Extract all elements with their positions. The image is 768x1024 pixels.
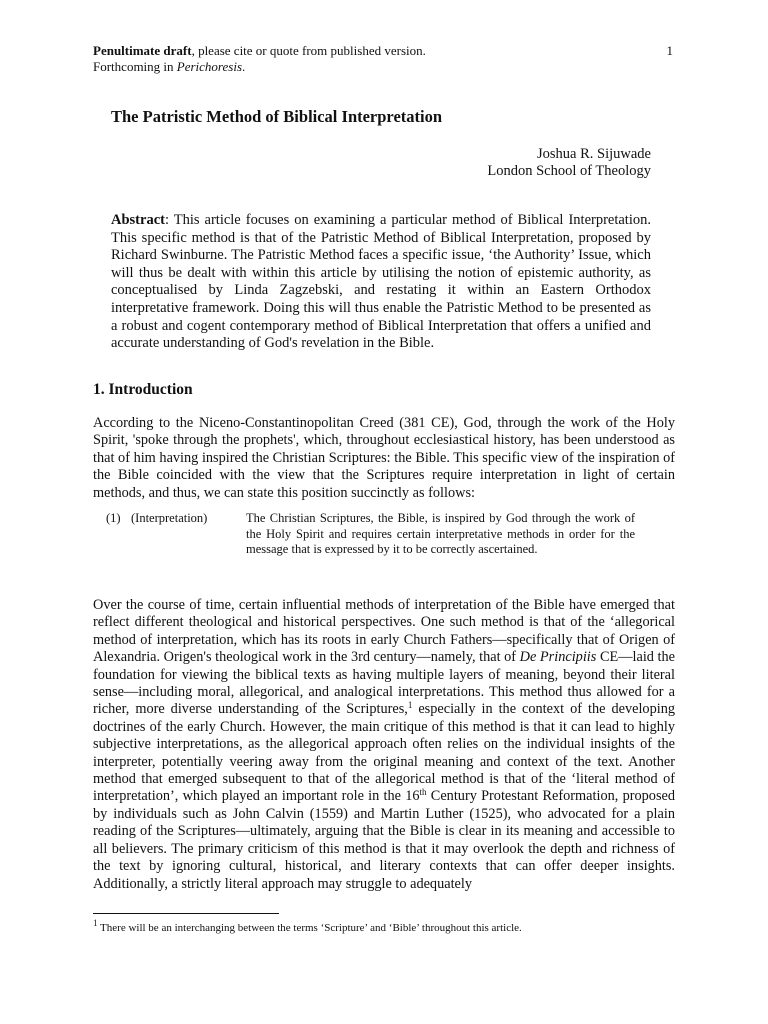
forthcoming-suffix: .: [242, 59, 246, 74]
author-affiliation: London School of Theology: [487, 163, 651, 179]
draft-note: , please cite or quote from published version.: [191, 43, 426, 58]
paragraph-text: Over the course of time, certain influential methods of interpretation of the Bible have emerged that reflect different theological and historical perspectives. One such method is that of the ‘allegorical method of interpretation, which has its roots in early Church Fathers—specifically that of Origen of Alexandria. Origen's theological work in the 3rd century—namely, that of: [93, 597, 675, 666]
paragraph-text: CE—laid the foundation for viewing the biblical texts as having multiple layers of meaning, beyond their literal sense—including moral, allegorical, and analogical interpretations. This method thus allowed for a richer, more diverse understanding of the Scriptures,: [93, 649, 676, 718]
footnote-reference[interactable]: 1: [407, 700, 413, 711]
abstract-label: Abstract: [111, 212, 165, 228]
work-title: De Principiis: [519, 649, 597, 666]
intro-paragraph-1: According to the Niceno-Constantinopolitan Creed (381 CE), God, through the work of the Holy Spirit, 'spoke through the prophets', which, throughout ecclesiastical history, has been understood as that of him having inspired the Christian Scriptures: the Bible. This specific view of the inspiration of the Bible coincided with the view that the Scriptures require interpretation in light of certain methods, and thus, we can state this position succinctly as follows:: [93, 415, 675, 501]
abstract: [111, 212, 651, 353]
paper-title: The Patristic Method of Biblical Interpretation: [111, 107, 443, 126]
paragraph-text: especially in the context of the developing doctrines of the early Church. However, the main critique of this method is that it can lead to highly subjective interpretations, as the allegorical approach often relies on the individual insights of the interpreter, potentially veering away from the original meaning and context of the text. Another method that emerged subsequent to that of the allegorical method is that of the ‘literal method of interpretation’, which played an important role in the 16: [93, 701, 675, 805]
author-name: Joshua R. Sijuwade: [537, 146, 651, 162]
ordinal-suffix: th: [419, 787, 427, 798]
definition-number: (1): [106, 511, 121, 525]
abstract-text: : This article focuses on examining a particular method of Biblical Interpretation. This specific method is that of the Patristic Method of Biblical Interpretation, proposed by Richard Swinburne. The Patristic Method faces a specific issue, ‘the Authority’ Issue, which will thus be dealt with within this article by utilising the notion of epistemic authority, as conceptualised by Linda Zagzebski, and restating it within an Eastern Orthodox interpretative framework. Doing this will thus enable the Patristic Method to be presented as a robust and cogent contemporary method of Biblical Interpretation that offers a unified and accurate understanding of God's revelation in the Bible.: [111, 212, 651, 352]
footnote: [93, 918, 522, 935]
section-heading: 1. Introduction: [93, 381, 193, 398]
page-number: 1: [666, 43, 673, 58]
footnote-number: 1: [93, 918, 98, 928]
draft-label: Penultimate draft: [93, 43, 192, 58]
footnote-text: There will be an interchanging between the terms ‘Scripture’ and ‘Bible’ throughout this article.: [97, 922, 522, 934]
intro-paragraph-2: [93, 597, 675, 893]
journal-name: Perichoresis: [176, 59, 243, 74]
author-block: [487, 146, 651, 180]
footnote-divider: [93, 913, 279, 914]
draft-notice: [93, 43, 426, 75]
definition-text: The Christian Scriptures, the Bible, is inspired by God through the work of the Holy Spirit and requires certain interpretative methods in order for the message that is expressed by it to be correctly ascertained.: [246, 511, 635, 556]
paragraph-text: Century Protestant Reformation, proposed by individuals such as John Calvin (1559) and Martin Luther (1525), who advocated for a plain reading of the Scriptures—ultimately, arguing that the Bible is clear in its meaning and accessible to all believers. The primary criticism of this method is that it may overlook the depth and richness of the text by ignoring cultural, historical, and literary contexts that can offer deeper insights. Additionally, a strictly literal approach may struggle to adequately: [93, 788, 675, 892]
forthcoming-prefix: Forthcoming in: [93, 59, 177, 74]
definition-label: (Interpretation): [131, 511, 208, 525]
